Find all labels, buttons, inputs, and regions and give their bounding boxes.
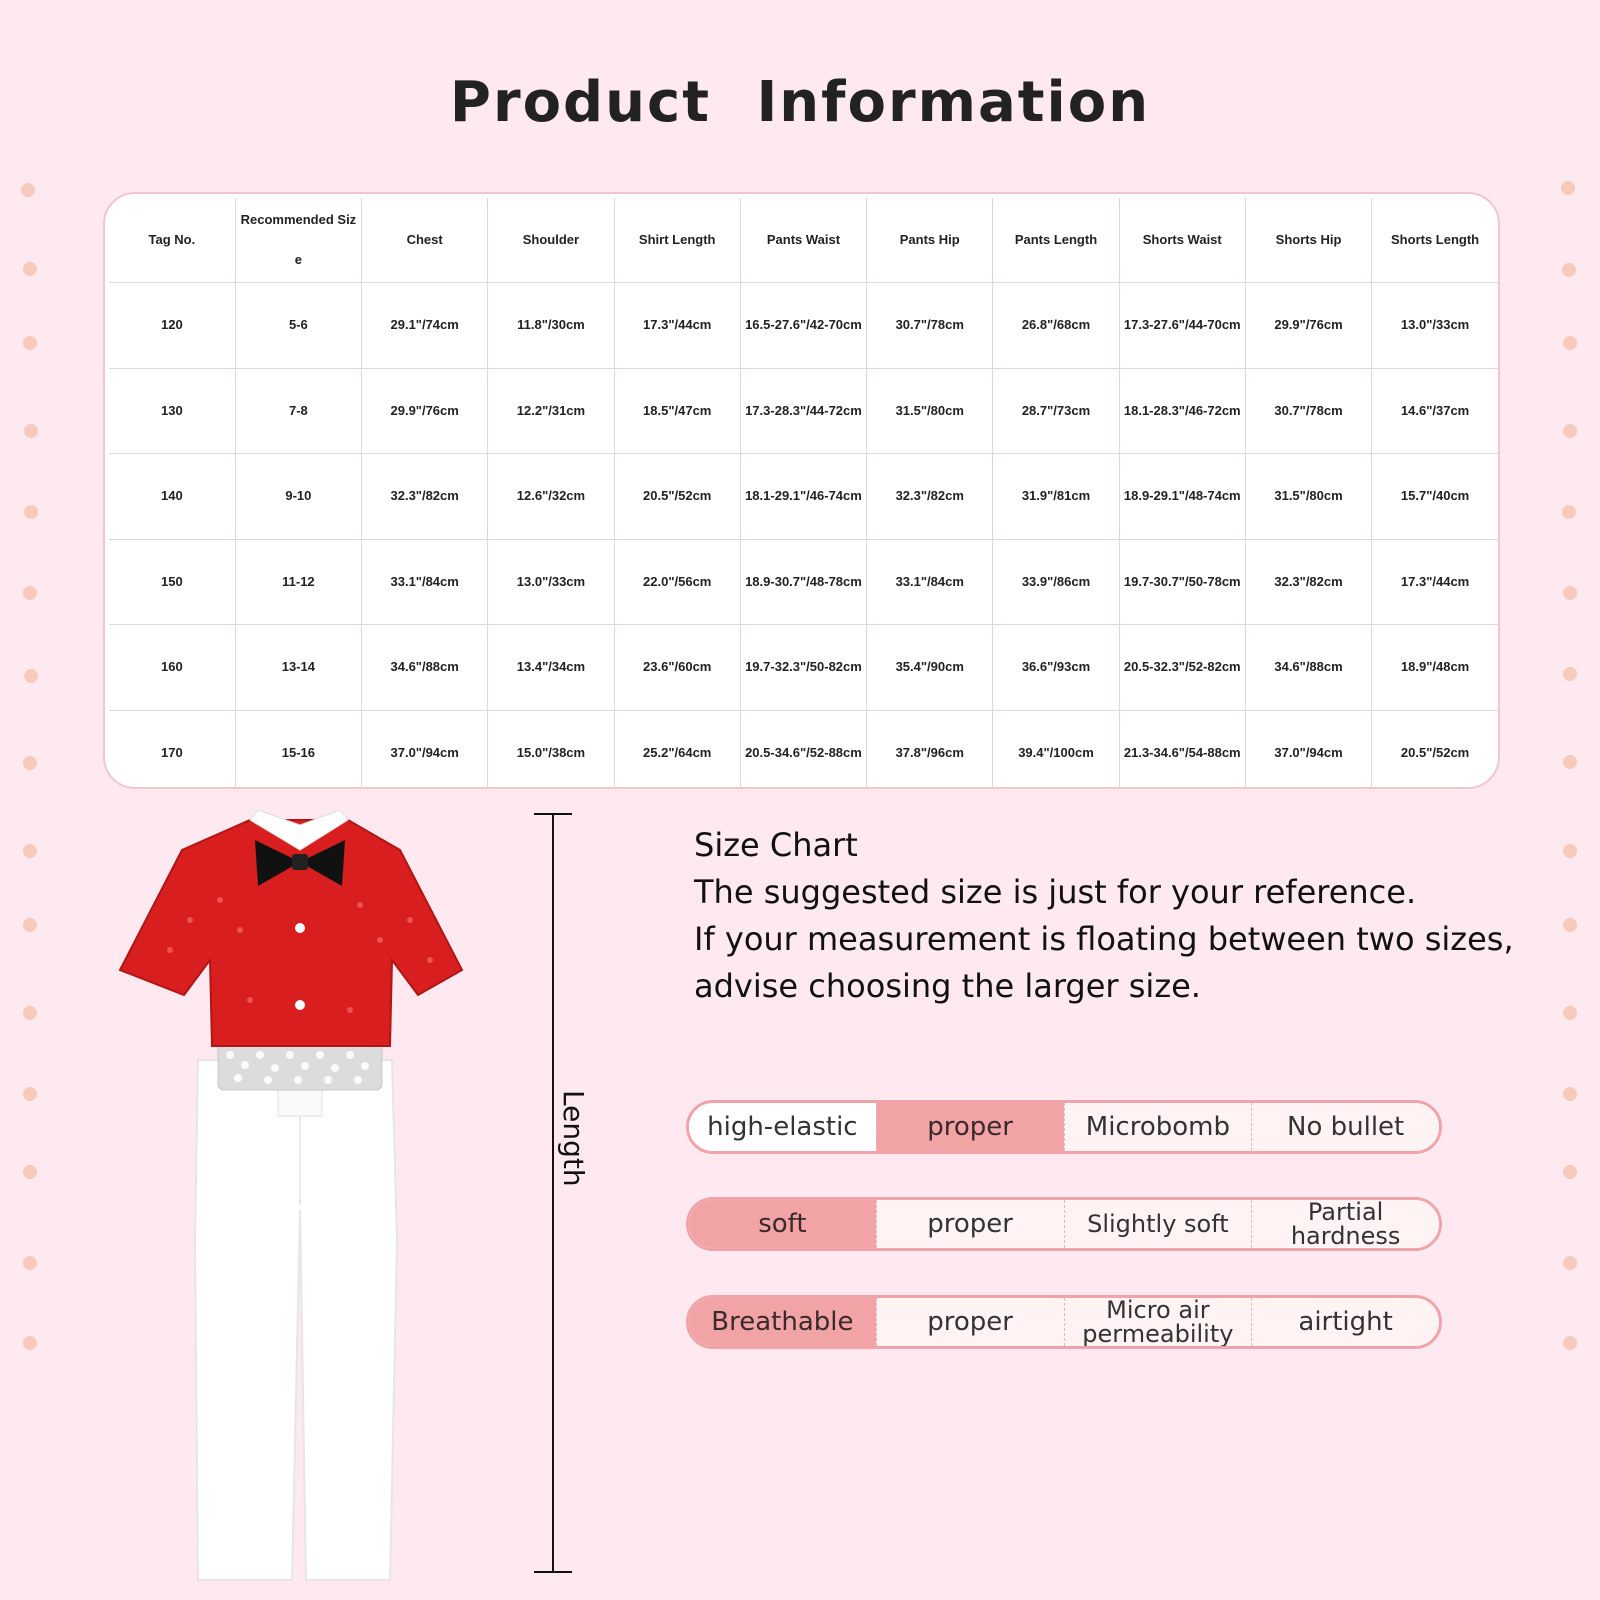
property-scale	[686, 1197, 1442, 1251]
table-cell: 5-6	[235, 283, 361, 369]
table-cell: 14.6"/37cm	[1372, 368, 1498, 454]
length-measure-line	[552, 813, 554, 1573]
scale-option: proper	[876, 1103, 1064, 1151]
table-row	[109, 625, 1498, 711]
length-label: Length	[557, 1090, 590, 1187]
dot	[1563, 1165, 1577, 1179]
table-row	[109, 454, 1498, 540]
table-cell: 150	[109, 539, 235, 625]
table-cell: 20.5"/52cm	[614, 454, 740, 540]
dot	[23, 756, 37, 770]
dot	[24, 505, 38, 519]
table-cell: 37.0"/94cm	[1245, 710, 1371, 789]
size-table-card	[103, 192, 1500, 789]
table-cell: 18.9"/48cm	[1372, 625, 1498, 711]
table-cell: 12.6"/32cm	[488, 454, 614, 540]
table-cell: 29.9"/76cm	[1245, 283, 1371, 369]
table-cell: 18.9-30.7"/48-78cm	[740, 539, 866, 625]
dot	[23, 1256, 37, 1270]
length-arrow-bottom	[534, 1571, 572, 1573]
outfit-image	[100, 810, 500, 1590]
column-header: Shorts Waist	[1119, 198, 1245, 283]
info-line: The suggested size is just for your reference.	[694, 873, 1417, 911]
table-cell: 160	[109, 625, 235, 711]
table-cell: 34.6"/88cm	[362, 625, 488, 711]
table-cell: 37.8"/96cm	[867, 710, 993, 789]
table-body	[109, 283, 1498, 790]
info-heading: Size Chart	[694, 826, 858, 864]
dot	[24, 669, 38, 683]
column-header: Pants Length	[993, 198, 1119, 283]
scale-option: high-elastic	[689, 1103, 876, 1151]
table-cell: 18.9-29.1"/48-74cm	[1119, 454, 1245, 540]
table-cell: 130	[109, 368, 235, 454]
dot	[23, 918, 37, 932]
table-cell: 29.9"/76cm	[362, 368, 488, 454]
table-cell: 13.0"/33cm	[1372, 283, 1498, 369]
sequin-shirt	[120, 820, 462, 1046]
table-row	[109, 710, 1498, 789]
dot	[1563, 1087, 1577, 1101]
dot	[23, 262, 37, 276]
table-cell: 170	[109, 710, 235, 789]
table-row	[109, 539, 1498, 625]
table-cell: 18.1-28.3"/46-72cm	[1119, 368, 1245, 454]
dot	[1563, 424, 1577, 438]
table-cell: 21.3-34.6"/54-88cm	[1119, 710, 1245, 789]
scale-option: No bullet	[1251, 1103, 1439, 1151]
info-line: advise choosing the larger size.	[694, 967, 1201, 1005]
table-cell: 33.1"/84cm	[362, 539, 488, 625]
property-scale	[686, 1100, 1442, 1154]
table-cell: 15-16	[235, 710, 361, 789]
table-cell: 17.3-28.3"/44-72cm	[740, 368, 866, 454]
length-arrow-top	[534, 813, 572, 815]
table-cell: 22.0"/56cm	[614, 539, 740, 625]
dot	[1563, 586, 1577, 600]
dot	[23, 1087, 37, 1101]
table-row	[109, 283, 1498, 369]
dot	[1563, 1006, 1577, 1020]
table-cell: 32.3"/82cm	[867, 454, 993, 540]
table-cell: 13-14	[235, 625, 361, 711]
table-cell: 17.3"/44cm	[1372, 539, 1498, 625]
table-cell: 19.7-32.3"/50-82cm	[740, 625, 866, 711]
table-cell: 16.5-27.6"/42-70cm	[740, 283, 866, 369]
dot	[1563, 918, 1577, 932]
pants	[195, 1060, 397, 1580]
scale-option: proper	[876, 1298, 1064, 1346]
table-cell: 13.4"/34cm	[488, 625, 614, 711]
dot	[1563, 1256, 1577, 1270]
scale-option: Slightly soft	[1064, 1200, 1252, 1248]
dot	[23, 586, 37, 600]
table-cell: 120	[109, 283, 235, 369]
scale-option: proper	[876, 1200, 1064, 1248]
table-cell: 12.2"/31cm	[488, 368, 614, 454]
column-header: Pants Waist	[740, 198, 866, 283]
page-title: Product Information	[449, 70, 1151, 135]
table-cell: 33.9"/86cm	[993, 539, 1119, 625]
property-scale	[686, 1295, 1442, 1349]
scale-option: Partial hardness	[1251, 1200, 1439, 1248]
size-chart-info	[694, 822, 1554, 1010]
column-header: Chest	[362, 198, 488, 283]
dot	[23, 1165, 37, 1179]
dot	[1561, 181, 1575, 195]
dot	[1562, 263, 1576, 277]
table-cell: 20.5-34.6"/52-88cm	[740, 710, 866, 789]
table-cell: 19.7-30.7"/50-78cm	[1119, 539, 1245, 625]
table-cell: 9-10	[235, 454, 361, 540]
table-cell: 15.7"/40cm	[1372, 454, 1498, 540]
table-cell: 29.1"/74cm	[362, 283, 488, 369]
table-cell: 11-12	[235, 539, 361, 625]
table-cell: 36.6"/93cm	[993, 625, 1119, 711]
table-cell: 25.2"/64cm	[614, 710, 740, 789]
scale-option: Microbomb	[1064, 1103, 1252, 1151]
dot	[1563, 1336, 1577, 1350]
table-cell: 20.5-32.3"/52-82cm	[1119, 625, 1245, 711]
column-header: Shirt Length	[614, 198, 740, 283]
table-cell: 30.7"/78cm	[867, 283, 993, 369]
dot	[23, 336, 37, 350]
table-cell: 7-8	[235, 368, 361, 454]
table-cell: 31.9"/81cm	[993, 454, 1119, 540]
scale-option: soft	[689, 1200, 876, 1248]
scale-option: airtight	[1251, 1298, 1439, 1346]
table-cell: 31.5"/80cm	[867, 368, 993, 454]
column-header: Recommended Size	[235, 198, 361, 283]
table-cell: 39.4"/100cm	[993, 710, 1119, 789]
column-header: Shorts Length	[1372, 198, 1498, 283]
column-header: Shorts Hip	[1245, 198, 1371, 283]
table-cell: 11.8"/30cm	[488, 283, 614, 369]
shirt-button	[295, 923, 305, 933]
table-cell: 15.0"/38cm	[488, 710, 614, 789]
dot	[1562, 505, 1576, 519]
table-cell: 20.5"/52cm	[1372, 710, 1498, 789]
shirt-button	[295, 1000, 305, 1010]
column-header: Shoulder	[488, 198, 614, 283]
table-cell: 28.7"/73cm	[993, 368, 1119, 454]
dot	[23, 1336, 37, 1350]
dot	[1563, 667, 1577, 681]
table-cell: 37.0"/94cm	[362, 710, 488, 789]
table-cell: 140	[109, 454, 235, 540]
table-header-row	[109, 198, 1498, 283]
dot	[1563, 844, 1577, 858]
table-cell: 32.3"/82cm	[362, 454, 488, 540]
dot	[21, 183, 35, 197]
table-row	[109, 368, 1498, 454]
table-cell: 26.8"/68cm	[993, 283, 1119, 369]
scale-option: Micro air permeability	[1064, 1298, 1252, 1346]
size-table	[109, 198, 1498, 789]
table-cell: 18.1-29.1"/46-74cm	[740, 454, 866, 540]
table-cell: 34.6"/88cm	[1245, 625, 1371, 711]
table-cell: 23.6"/60cm	[614, 625, 740, 711]
table-cell: 32.3"/82cm	[1245, 539, 1371, 625]
table-cell: 30.7"/78cm	[1245, 368, 1371, 454]
dot	[1563, 755, 1577, 769]
column-header: Pants Hip	[867, 198, 993, 283]
table-cell: 31.5"/80cm	[1245, 454, 1371, 540]
scale-option: Breathable	[689, 1298, 876, 1346]
table-cell: 33.1"/84cm	[867, 539, 993, 625]
info-line: If your measurement is floating between two sizes,	[694, 920, 1514, 958]
dot	[23, 844, 37, 858]
dot	[1563, 336, 1577, 350]
dot	[24, 424, 38, 438]
table-cell: 17.3"/44cm	[614, 283, 740, 369]
table-cell: 17.3-27.6"/44-70cm	[1119, 283, 1245, 369]
column-header: Tag No.	[109, 198, 235, 283]
table-cell: 35.4"/90cm	[867, 625, 993, 711]
dot	[23, 1006, 37, 1020]
table-cell: 18.5"/47cm	[614, 368, 740, 454]
table-cell: 13.0"/33cm	[488, 539, 614, 625]
